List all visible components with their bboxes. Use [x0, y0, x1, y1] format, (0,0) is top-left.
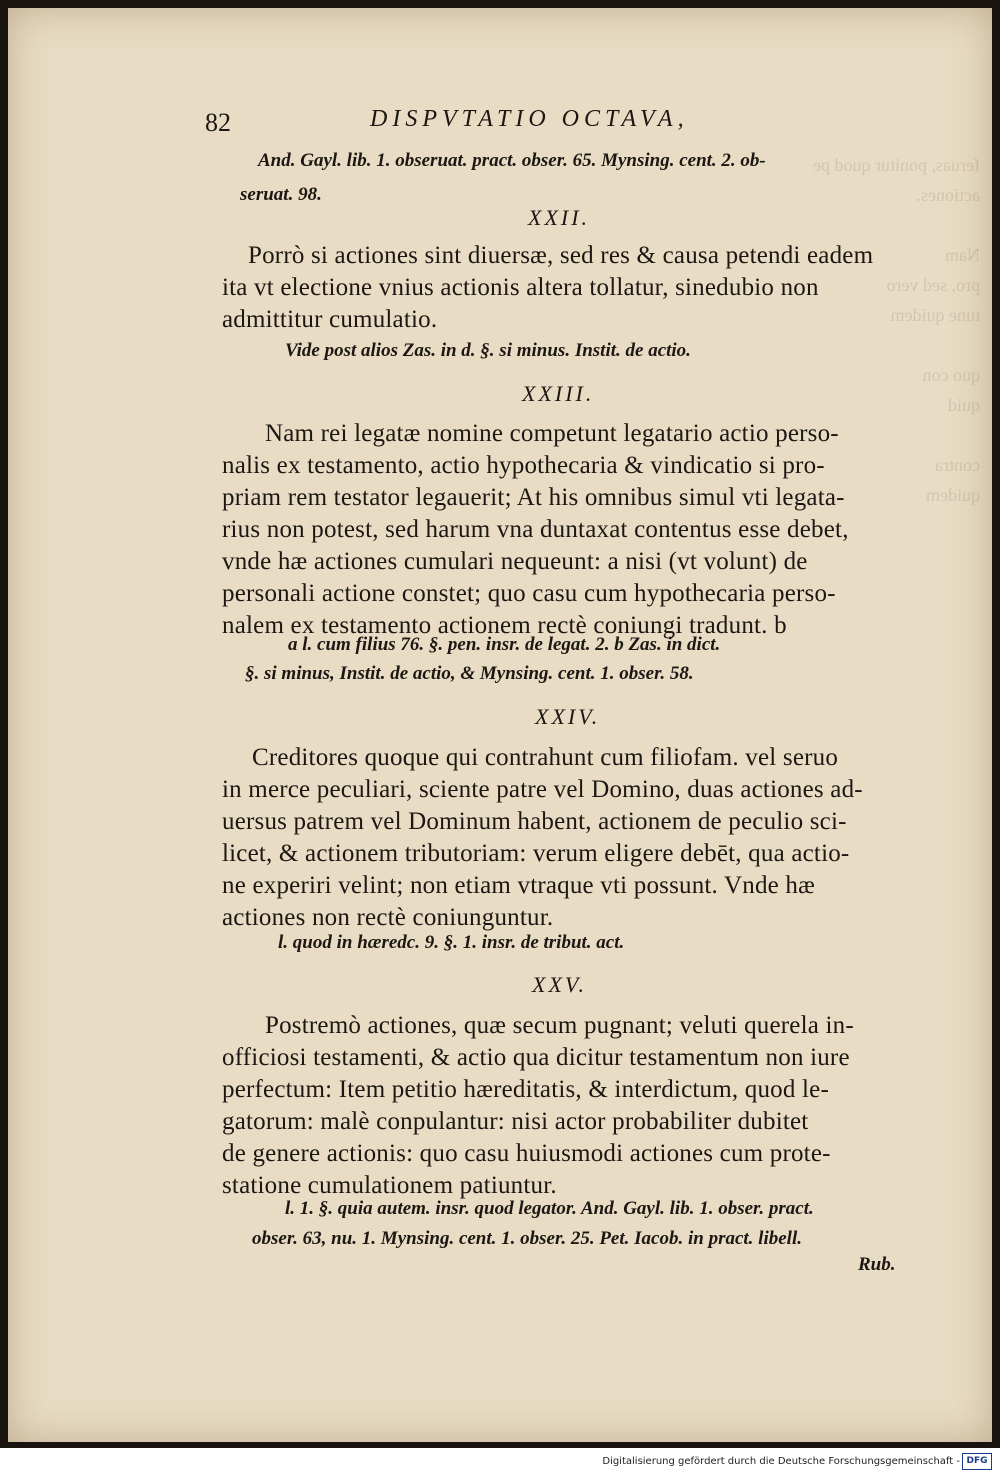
body-line: nalem ex testamento actionem rectè coniungi tradunt. b	[222, 612, 787, 639]
body-line: officiosi testamenti, & actio qua dicitur testamentum non iure	[222, 1044, 850, 1071]
citation-line: §. si minus, Instit. de actio, & Mynsing. cent. 1. obser. 58.	[245, 663, 694, 684]
body-line: ita vt electione vnius actionis altera tollatur, sinedubio non	[222, 274, 819, 301]
body-line: gatorum: malè conpulantur: nisi actor probabiliter dubitet	[222, 1108, 809, 1135]
section-heading: XXIV.	[535, 704, 601, 729]
body-line: in merce peculiari, sciente patre vel Domino, duas actiones ad-	[222, 776, 863, 803]
body-line: Porrò si actiones sint diuersæ, sed res & causa petendi eadem	[248, 242, 874, 269]
section-heading: XXV.	[532, 972, 587, 997]
citation-line: a l. cum filius 76. §. pen. insr. de legat. 2. b Zas. in dict.	[288, 634, 721, 655]
body-line: licet, & actionem tributoriam: verum eligere debēt, qua actio-	[222, 840, 850, 867]
dfg-logo-icon: DFG	[962, 1453, 992, 1470]
citation-line: obser. 63, nu. 1. Mynsing. cent. 1. obser. 25. Pet. Iacob. in pract. libell.	[252, 1228, 802, 1249]
body-line: Postremò actiones, quæ secum pugnant; veluti querela in-	[265, 1012, 854, 1039]
citation-line: l. quod in hæredc. 9. §. 1. insr. de tribut. act.	[278, 932, 625, 953]
body-line: admittitur cumulatio.	[222, 306, 438, 333]
citation-line: l. 1. §. quia autem. insr. quod legator. And. Gayl. lib. 1. obser. pract.	[285, 1198, 814, 1219]
citation-line: Vide post alios Zas. in d. §. si minus. Instit. de actio.	[285, 340, 691, 361]
body-line: Creditores quoque qui contrahunt cum filiofam. vel seruo	[252, 744, 839, 771]
body-line: perfectum: Item petitio hæreditatis, & interdictum, quod le-	[222, 1076, 829, 1103]
page-number: 82	[205, 108, 231, 137]
section-heading: XXII.	[528, 205, 591, 230]
body-line: priam rem testator legauerit; At his omnibus simul vti legata-	[222, 484, 845, 511]
funding-credit: Digitalisierung gefördert durch die Deutsche Forschungsgemeinschaft -	[602, 1456, 960, 1467]
body-line: vnde hæ actiones cumulari nequeunt: a nisi (vt volunt) de	[222, 548, 808, 575]
body-line: personali actione constet; quo casu cum hypothecaria perso-	[222, 580, 836, 607]
body-line: nalis ex testamento, actio hypothecaria & vindicatio si pro-	[222, 452, 825, 479]
body-line: statione cumulationem patiuntur.	[222, 1172, 557, 1199]
body-line: actiones non rectè coniunguntur.	[222, 904, 554, 931]
citation-line: Rub.	[858, 1254, 896, 1275]
section-heading: XXIII.	[522, 381, 595, 406]
body-line: uersus patrem vel Dominum habent, actionem de peculio sci-	[222, 808, 847, 835]
body-line: rius non potest, sed harum vna duntaxat contentus esse debet,	[222, 516, 849, 543]
running-title: DISPVTATIO OCTAVA,	[370, 106, 689, 132]
body-line: ne experiri velint; non etiam vtraque vti possunt. Vnde hæ	[222, 872, 815, 899]
body-line: de genere actionis: quo casu huiusmodi actiones cum prote-	[222, 1140, 831, 1167]
citation-line: seruat. 98.	[240, 184, 322, 205]
body-line: Nam rei legatæ nomine competunt legatario actio perso-	[265, 420, 839, 447]
citation-line: And. Gayl. lib. 1. obseruat. pract. obser. 65. Mynsing. cent. 2. ob-	[258, 150, 766, 171]
bleed-through-text: feruas, ponitur quod pe actiones. Nam pro, sed vero tune quidem quo con quid contra quidem	[813, 155, 980, 505]
